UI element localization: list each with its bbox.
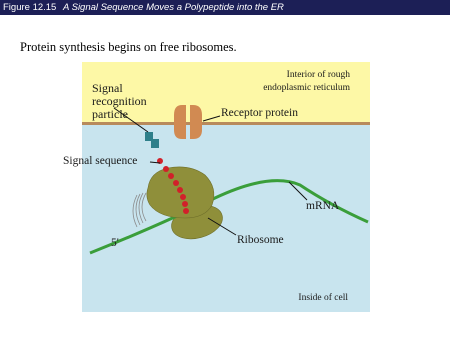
- interior-label-line2: endoplasmic reticulum: [263, 83, 350, 93]
- figure-title: A Signal Sequence Moves a Polypeptide into the ER: [62, 2, 284, 13]
- five-prime-label: 5': [111, 237, 119, 249]
- srp-label-line3: particle: [92, 107, 128, 121]
- signal-sequence-label: Signal sequence: [63, 155, 138, 167]
- interior-label-line1: Interior of rough: [286, 70, 350, 80]
- srp-label-line2: recognition: [92, 94, 147, 108]
- inside-cell-label: Inside of cell: [298, 293, 348, 303]
- mrna-label: mRNA: [306, 200, 340, 212]
- figure-number: Figure 12.15: [3, 2, 57, 13]
- receptor-label: Receptor protein: [221, 107, 298, 119]
- er-membrane: [82, 122, 370, 125]
- caption: Protein synthesis begins on free ribosomes.: [20, 40, 237, 54]
- srp-label-line1: Signal: [92, 81, 123, 95]
- cytoplasm-region: [82, 124, 370, 312]
- ribosome-label: Ribosome: [237, 234, 284, 246]
